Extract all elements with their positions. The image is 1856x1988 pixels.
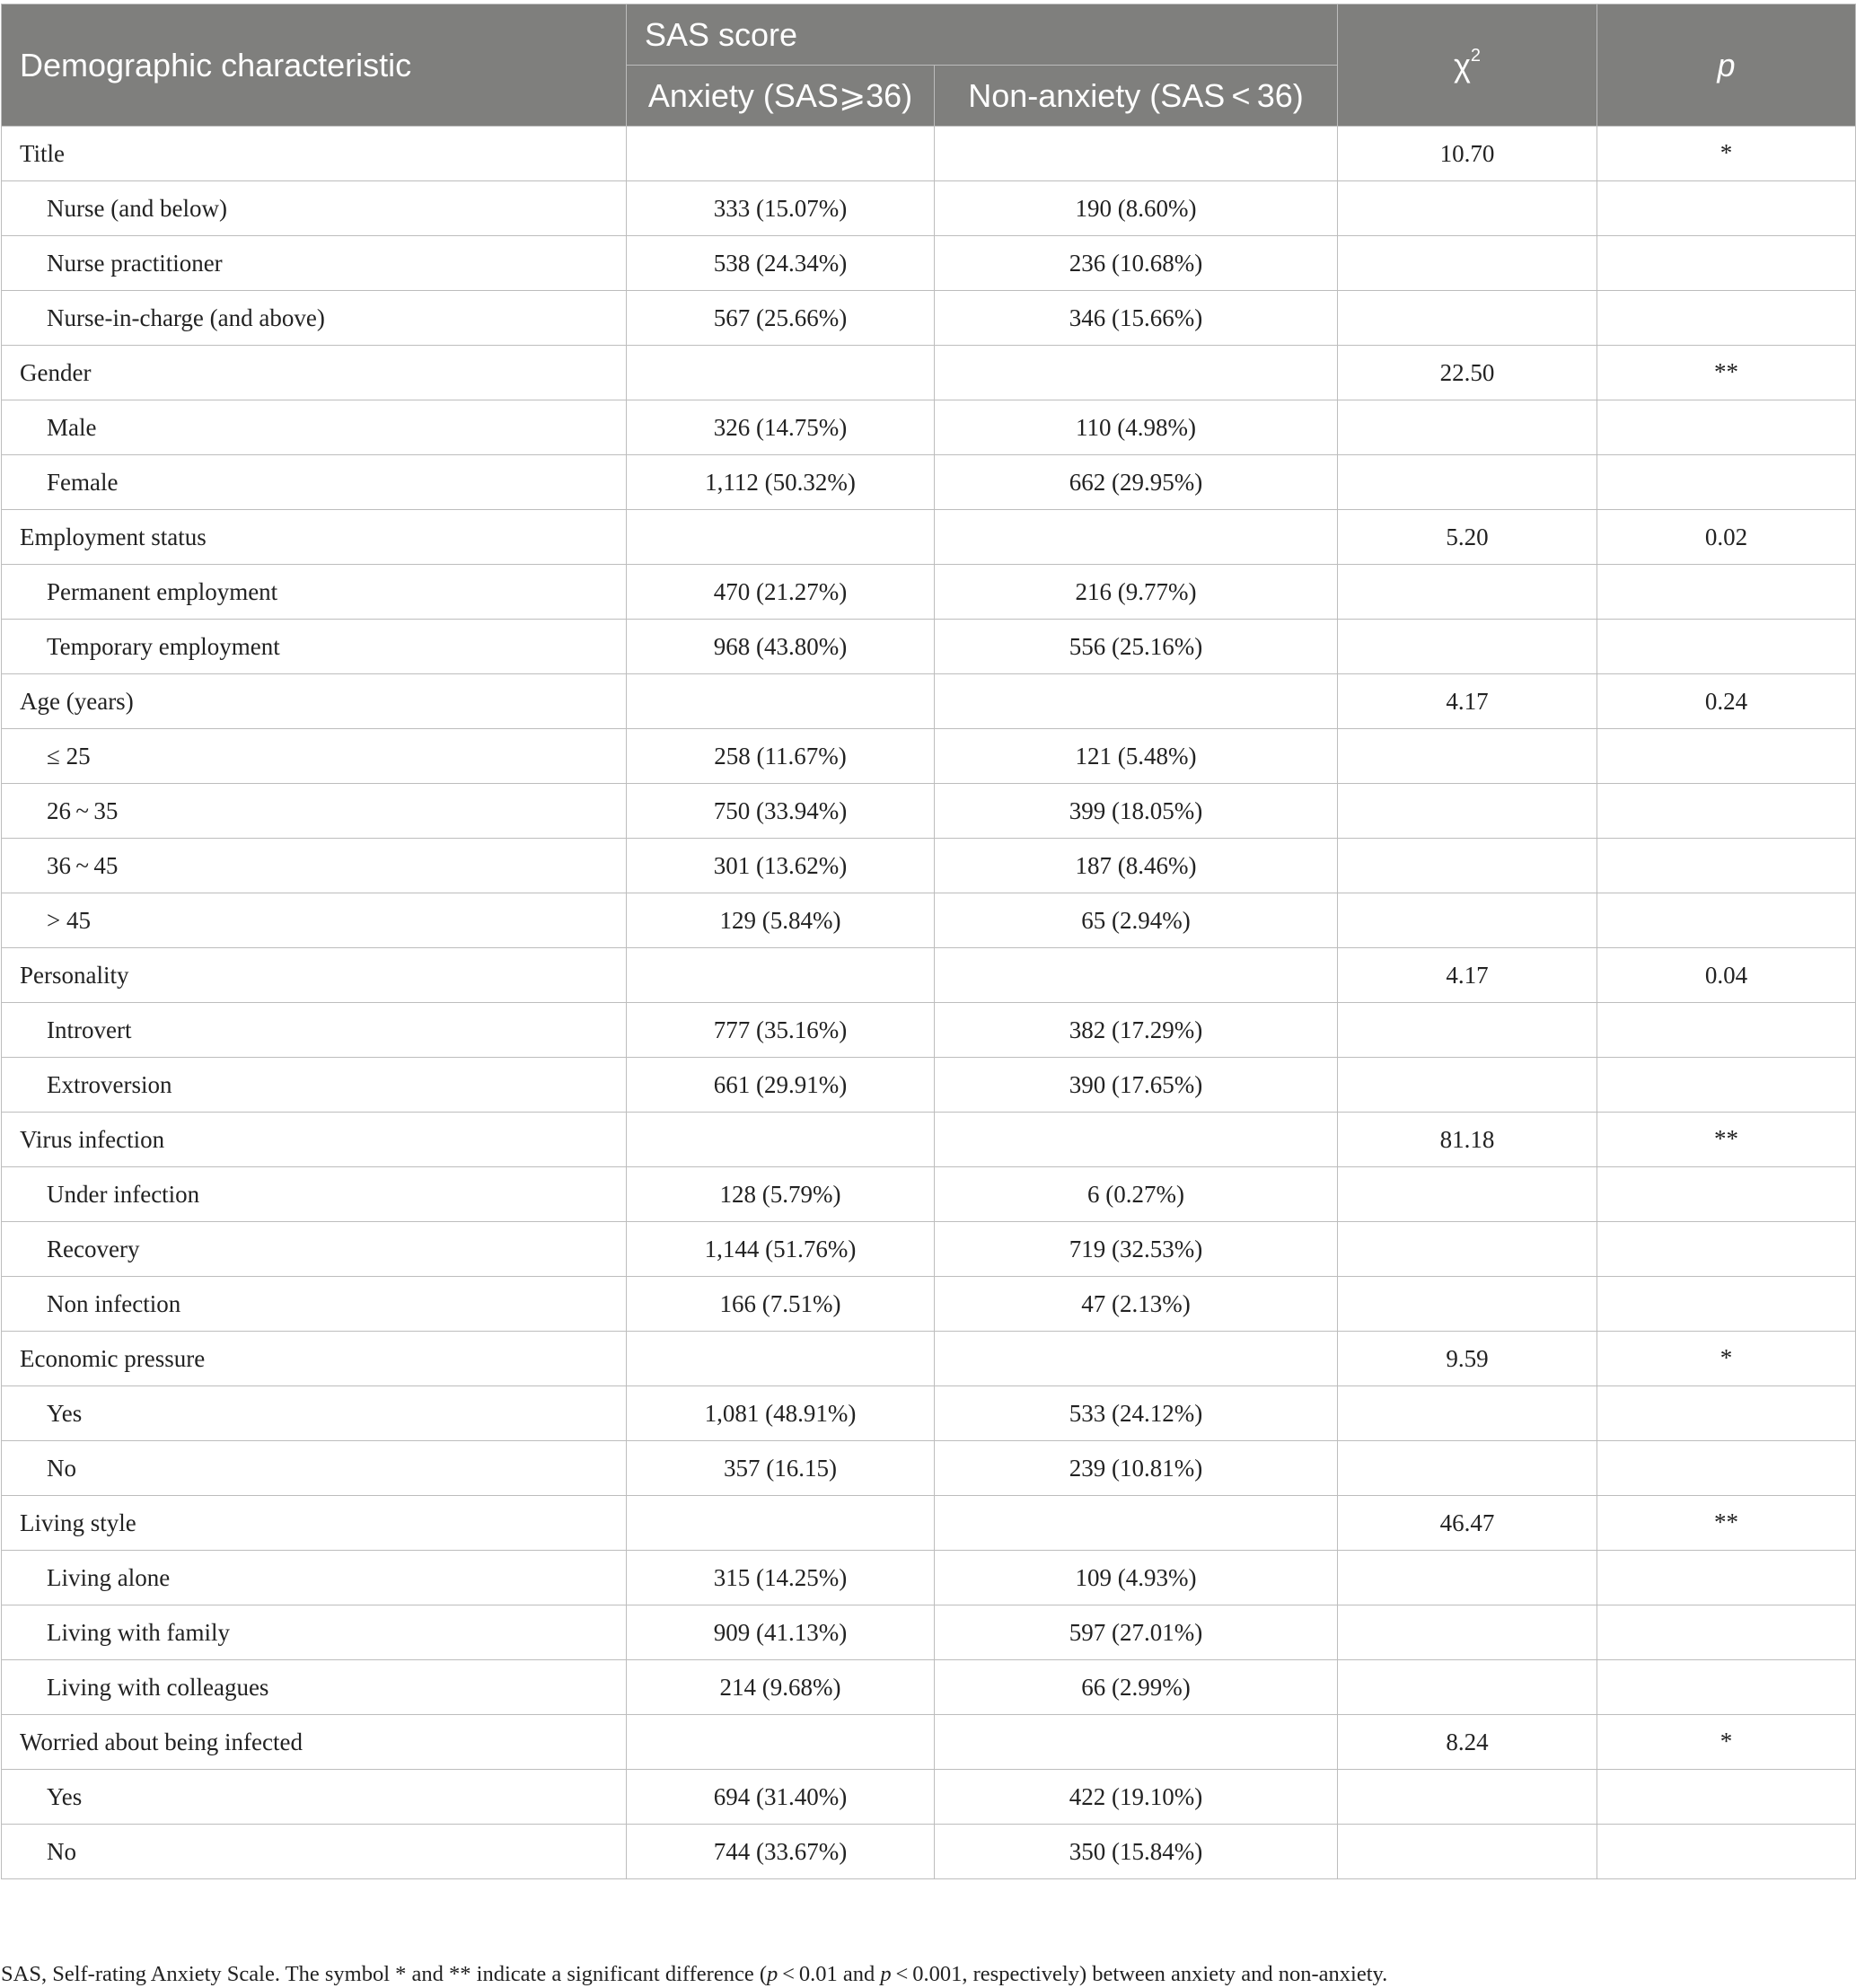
anxiety-cell: 315 (14.25%)	[627, 1551, 935, 1605]
anxiety-cell: 538 (24.34%)	[627, 236, 935, 291]
table-row	[2, 400, 1856, 455]
anxiety-cell	[627, 346, 935, 400]
p-value-cell	[1597, 1003, 1856, 1058]
non-anxiety-cell: 6 (0.27%)	[935, 1167, 1338, 1222]
footnote-text-3: < 0.001, respectively) between anxiety and non-anxiety.	[891, 1962, 1388, 1986]
row-label: Employment status	[2, 510, 627, 565]
p-value-cell: **	[1597, 1496, 1856, 1551]
table-row	[2, 1660, 1856, 1715]
p-value-cell: **	[1597, 346, 1856, 400]
table-group-row	[2, 1496, 1856, 1551]
row-label: Nurse practitioner	[2, 236, 627, 291]
anxiety-cell: 661 (29.91%)	[627, 1058, 935, 1113]
anxiety-cell: 1,081 (48.91%)	[627, 1386, 935, 1441]
anxiety-cell: 470 (21.27%)	[627, 565, 935, 620]
anxiety-cell: 333 (15.07%)	[627, 181, 935, 236]
table-group-row	[2, 674, 1856, 729]
non-anxiety-cell	[935, 1496, 1338, 1551]
footnote-text-1: SAS, Self-rating Anxiety Scale. The symbol * and ** indicate a significant difference (	[1, 1962, 767, 1986]
non-anxiety-cell: 350 (15.84%)	[935, 1825, 1338, 1879]
anxiety-cell: 326 (14.75%)	[627, 400, 935, 455]
p-value-cell	[1597, 1660, 1856, 1715]
chi-square-cell	[1338, 784, 1597, 839]
row-label: Female	[2, 455, 627, 510]
row-label: Nurse (and below)	[2, 181, 627, 236]
row-label: Recovery	[2, 1222, 627, 1277]
anxiety-cell: 166 (7.51%)	[627, 1277, 935, 1332]
non-anxiety-cell: 65 (2.94%)	[935, 893, 1338, 948]
row-label: Virus infection	[2, 1113, 627, 1167]
anxiety-cell: 750 (33.94%)	[627, 784, 935, 839]
row-label: 36 ~ 45	[2, 839, 627, 893]
table-group-row	[2, 948, 1856, 1003]
chi-square-cell: 9.59	[1338, 1332, 1597, 1386]
non-anxiety-cell: 109 (4.93%)	[935, 1551, 1338, 1605]
chi-square-cell	[1338, 839, 1597, 893]
chi-square-cell	[1338, 1167, 1597, 1222]
non-anxiety-cell: 190 (8.60%)	[935, 181, 1338, 236]
row-label: Gender	[2, 346, 627, 400]
table-footnote	[1, 1962, 1851, 1987]
chi-square-cell: 8.24	[1338, 1715, 1597, 1770]
table-row	[2, 1605, 1856, 1660]
chi-square-cell	[1338, 291, 1597, 346]
row-label: Yes	[2, 1386, 627, 1441]
non-anxiety-cell: 719 (32.53%)	[935, 1222, 1338, 1277]
row-label: Living style	[2, 1496, 627, 1551]
footnote-p-symbol: p	[766, 1962, 778, 1986]
anxiety-cell: 777 (35.16%)	[627, 1003, 935, 1058]
anxiety-cell: 128 (5.79%)	[627, 1167, 935, 1222]
chi-square-cell: 46.47	[1338, 1496, 1597, 1551]
non-anxiety-cell	[935, 1113, 1338, 1167]
table-row	[2, 1770, 1856, 1825]
table-row	[2, 1386, 1856, 1441]
row-label: Economic pressure	[2, 1332, 627, 1386]
row-label: Nurse-in-charge (and above)	[2, 291, 627, 346]
table-row	[2, 620, 1856, 674]
non-anxiety-cell: 187 (8.46%)	[935, 839, 1338, 893]
table-group-row	[2, 346, 1856, 400]
footnote-text-2: < 0.01 and	[778, 1962, 881, 1986]
non-anxiety-cell: 236 (10.68%)	[935, 236, 1338, 291]
p-value-cell: 0.04	[1597, 948, 1856, 1003]
non-anxiety-cell: 533 (24.12%)	[935, 1386, 1338, 1441]
anxiety-cell	[627, 510, 935, 565]
chi-square-cell	[1338, 1551, 1597, 1605]
anxiety-cell: 1,144 (51.76%)	[627, 1222, 935, 1277]
anxiety-cell: 744 (33.67%)	[627, 1825, 935, 1879]
table-row	[2, 1222, 1856, 1277]
non-anxiety-cell: 346 (15.66%)	[935, 291, 1338, 346]
chi-superscript: 2	[1470, 45, 1482, 66]
row-label: Living alone	[2, 1551, 627, 1605]
chi-square-cell	[1338, 1277, 1597, 1332]
chi-square-cell: 10.70	[1338, 127, 1597, 181]
table-row	[2, 455, 1856, 510]
non-anxiety-cell: 121 (5.48%)	[935, 729, 1338, 784]
chi-square-cell: 81.18	[1338, 1113, 1597, 1167]
table-row	[2, 893, 1856, 948]
row-label: Male	[2, 400, 627, 455]
anxiety-cell: 567 (25.66%)	[627, 291, 935, 346]
chi-square-cell	[1338, 1660, 1597, 1715]
row-label: Non infection	[2, 1277, 627, 1332]
chi-square-cell: 4.17	[1338, 948, 1597, 1003]
row-label: Personality	[2, 948, 627, 1003]
row-label: Living with colleagues	[2, 1660, 627, 1715]
non-anxiety-cell: 47 (2.13%)	[935, 1277, 1338, 1332]
header-demographic: Demographic characteristic	[2, 4, 627, 127]
chi-square-cell	[1338, 1058, 1597, 1113]
p-value-cell	[1597, 620, 1856, 674]
row-label: Introvert	[2, 1003, 627, 1058]
row-label: Yes	[2, 1770, 627, 1825]
non-anxiety-cell	[935, 948, 1338, 1003]
table-row	[2, 1167, 1856, 1222]
p-value-cell	[1597, 1605, 1856, 1660]
chi-square-cell	[1338, 181, 1597, 236]
anxiety-cell: 214 (9.68%)	[627, 1660, 935, 1715]
anxiety-cell	[627, 1332, 935, 1386]
row-label: 26 ~ 35	[2, 784, 627, 839]
non-anxiety-cell	[935, 674, 1338, 729]
table-row	[2, 1551, 1856, 1605]
chi-square-cell	[1338, 729, 1597, 784]
p-value-cell: *	[1597, 1715, 1856, 1770]
table-row	[2, 181, 1856, 236]
p-value-cell	[1597, 181, 1856, 236]
table-row	[2, 784, 1856, 839]
anxiety-cell: 129 (5.84%)	[627, 893, 935, 948]
p-value-cell	[1597, 236, 1856, 291]
p-value-cell: 0.02	[1597, 510, 1856, 565]
table-row	[2, 1003, 1856, 1058]
anxiety-cell: 968 (43.80%)	[627, 620, 935, 674]
p-value-cell	[1597, 455, 1856, 510]
non-anxiety-cell	[935, 346, 1338, 400]
table-row	[2, 1277, 1856, 1332]
anxiety-cell	[627, 674, 935, 729]
non-anxiety-cell: 110 (4.98%)	[935, 400, 1338, 455]
chi-square-cell	[1338, 1825, 1597, 1879]
anxiety-cell	[627, 127, 935, 181]
p-value-cell	[1597, 1825, 1856, 1879]
table-row	[2, 729, 1856, 784]
header-chi-square	[1338, 4, 1597, 127]
chi-square-cell	[1338, 400, 1597, 455]
chi-square-cell	[1338, 565, 1597, 620]
row-label: No	[2, 1825, 627, 1879]
table-group-row	[2, 1332, 1856, 1386]
table-row	[2, 839, 1856, 893]
anxiety-cell: 301 (13.62%)	[627, 839, 935, 893]
row-label: No	[2, 1441, 627, 1496]
anxiety-cell: 909 (41.13%)	[627, 1605, 935, 1660]
row-label: Age (years)	[2, 674, 627, 729]
row-label: Living with family	[2, 1605, 627, 1660]
anxiety-cell: 1,112 (50.32%)	[627, 455, 935, 510]
anxiety-cell: 258 (11.67%)	[627, 729, 935, 784]
header-non-anxiety: Non-anxiety (SAS < 36)	[935, 66, 1338, 127]
table-group-row	[2, 1715, 1856, 1770]
non-anxiety-cell: 216 (9.77%)	[935, 565, 1338, 620]
chi-square-cell	[1338, 236, 1597, 291]
non-anxiety-cell	[935, 510, 1338, 565]
p-value-cell: 0.24	[1597, 674, 1856, 729]
anxiety-cell	[627, 1496, 935, 1551]
chi-square-cell	[1338, 1386, 1597, 1441]
non-anxiety-cell: 399 (18.05%)	[935, 784, 1338, 839]
header-sas-score: SAS score	[627, 4, 1338, 66]
p-value-cell: *	[1597, 127, 1856, 181]
anxiety-cell: 357 (16.15)	[627, 1441, 935, 1496]
non-anxiety-cell	[935, 1332, 1338, 1386]
anxiety-cell	[627, 1715, 935, 1770]
non-anxiety-cell: 66 (2.99%)	[935, 1660, 1338, 1715]
row-label: Under infection	[2, 1167, 627, 1222]
table-group-row	[2, 510, 1856, 565]
p-value-cell	[1597, 291, 1856, 346]
p-value-cell: *	[1597, 1332, 1856, 1386]
table-row	[2, 1058, 1856, 1113]
chi-square-cell	[1338, 455, 1597, 510]
non-anxiety-cell: 556 (25.16%)	[935, 620, 1338, 674]
row-label: > 45	[2, 893, 627, 948]
non-anxiety-cell: 239 (10.81%)	[935, 1441, 1338, 1496]
row-label: Temporary employment	[2, 620, 627, 674]
table-row	[2, 236, 1856, 291]
p-value-cell	[1597, 784, 1856, 839]
p-value-cell	[1597, 565, 1856, 620]
p-value-cell	[1597, 729, 1856, 784]
p-value-cell	[1597, 1167, 1856, 1222]
row-label: Permanent employment	[2, 565, 627, 620]
table-row	[2, 291, 1856, 346]
header-p-value: p	[1597, 4, 1856, 127]
chi-square-cell	[1338, 1003, 1597, 1058]
chi-square-cell	[1338, 1441, 1597, 1496]
p-value-cell	[1597, 1551, 1856, 1605]
table-group-row	[2, 127, 1856, 181]
chi-square-cell	[1338, 893, 1597, 948]
table-group-row	[2, 1113, 1856, 1167]
p-value-cell	[1597, 839, 1856, 893]
row-label: ≤ 25	[2, 729, 627, 784]
p-value-cell: **	[1597, 1113, 1856, 1167]
chi-symbol: χ	[1454, 46, 1471, 84]
table-row	[2, 565, 1856, 620]
chi-square-cell: 4.17	[1338, 674, 1597, 729]
row-label: Title	[2, 127, 627, 181]
anxiety-cell	[627, 1113, 935, 1167]
non-anxiety-cell	[935, 127, 1338, 181]
chi-square-cell: 5.20	[1338, 510, 1597, 565]
p-value-cell	[1597, 1386, 1856, 1441]
row-label: Worried about being infected	[2, 1715, 627, 1770]
table-row	[2, 1825, 1856, 1879]
anxiety-cell	[627, 948, 935, 1003]
non-anxiety-cell: 390 (17.65%)	[935, 1058, 1338, 1113]
p-value-cell	[1597, 1222, 1856, 1277]
non-anxiety-cell: 422 (19.10%)	[935, 1770, 1338, 1825]
chi-square-cell	[1338, 620, 1597, 674]
non-anxiety-cell: 662 (29.95%)	[935, 455, 1338, 510]
header-anxiety: Anxiety (SAS⩾36)	[627, 66, 935, 127]
p-value-cell	[1597, 1058, 1856, 1113]
row-label: Extroversion	[2, 1058, 627, 1113]
demographics-table	[1, 4, 1856, 1879]
p-value-cell	[1597, 1770, 1856, 1825]
anxiety-cell: 694 (31.40%)	[627, 1770, 935, 1825]
table-body	[2, 127, 1856, 1879]
chi-square-cell	[1338, 1222, 1597, 1277]
p-value-cell	[1597, 1277, 1856, 1332]
non-anxiety-cell: 382 (17.29%)	[935, 1003, 1338, 1058]
non-anxiety-cell	[935, 1715, 1338, 1770]
chi-square-cell	[1338, 1605, 1597, 1660]
p-value-cell	[1597, 1441, 1856, 1496]
footnote-p-symbol: p	[880, 1962, 892, 1986]
chi-square-cell: 22.50	[1338, 346, 1597, 400]
p-value-cell	[1597, 400, 1856, 455]
p-value-cell	[1597, 893, 1856, 948]
non-anxiety-cell: 597 (27.01%)	[935, 1605, 1338, 1660]
table-header	[2, 4, 1856, 127]
chi-square-cell	[1338, 1770, 1597, 1825]
table-row	[2, 1441, 1856, 1496]
